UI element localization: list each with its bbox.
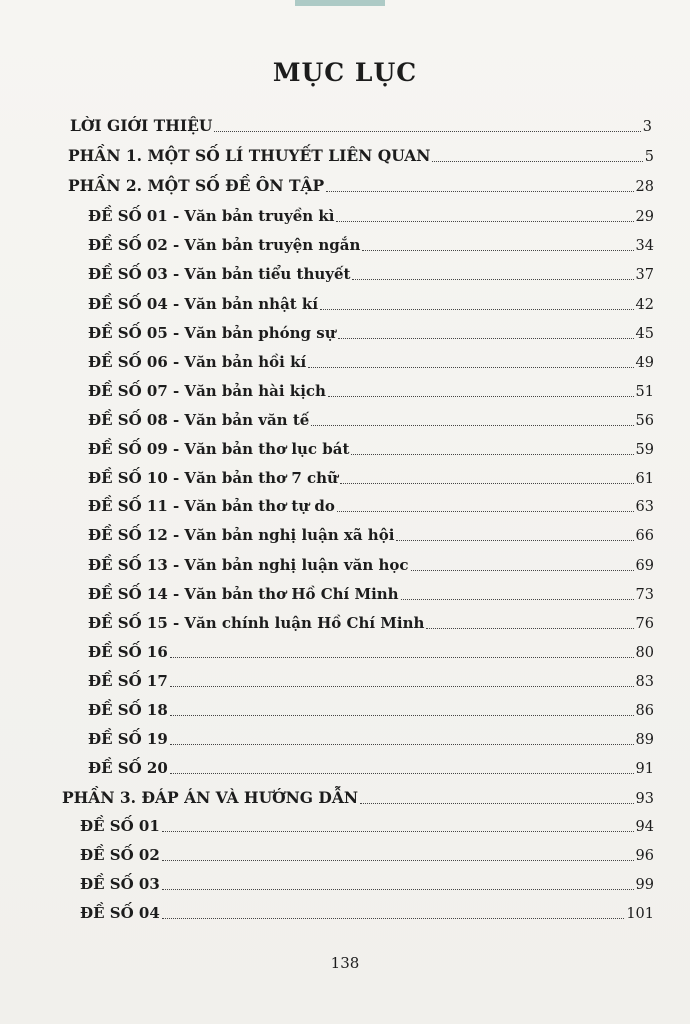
toc-label: ĐỀ SỐ 13 - Văn bản nghị luận văn học [88, 556, 409, 574]
toc-row [88, 556, 654, 574]
toc-page-number: 69 [635, 558, 654, 574]
toc-page-number: 83 [635, 674, 654, 690]
toc-page-number: 45 [635, 326, 654, 342]
toc-row [88, 730, 654, 748]
toc-label: PHẦN 1. MỘT SỐ LÍ THUYẾT LIÊN QUAN [68, 146, 431, 165]
toc-row [88, 497, 654, 515]
leader-dots [337, 511, 634, 512]
toc-row [88, 759, 654, 777]
toc-row [88, 324, 654, 342]
toc-row [68, 176, 654, 195]
toc-page-number: 49 [635, 355, 654, 371]
leader-dots [162, 860, 634, 861]
toc-label: ĐỀ SỐ 01 - Văn bản truyền kì [88, 207, 335, 225]
toc-row [88, 236, 654, 254]
leader-dots [170, 744, 634, 745]
toc-row [80, 817, 654, 835]
toc-page-number: 29 [635, 209, 654, 225]
leader-dots [162, 889, 634, 890]
leader-dots [401, 599, 634, 600]
toc-page-number: 94 [635, 819, 654, 835]
toc-row [80, 846, 654, 864]
leader-dots [328, 396, 634, 397]
toc-page-number: 63 [635, 499, 654, 515]
leader-dots [320, 309, 634, 310]
leader-dots [170, 657, 634, 658]
toc-label: ĐỀ SỐ 18 [88, 701, 168, 719]
leader-dots [308, 367, 633, 368]
leader-dots [170, 715, 634, 716]
leader-dots [326, 191, 633, 192]
toc-page-number: 73 [635, 587, 654, 603]
toc-label: ĐỀ SỐ 02 [80, 846, 160, 864]
toc-row [88, 353, 654, 371]
leader-dots [214, 131, 640, 132]
toc-label: ĐỀ SỐ 07 - Văn bản hài kịch [88, 382, 326, 400]
toc-row [88, 469, 654, 487]
toc-row [88, 382, 654, 400]
toc-row [68, 146, 654, 165]
toc-page-number: 66 [635, 528, 654, 544]
leader-dots [311, 425, 633, 426]
toc-page-number: 101 [626, 906, 654, 922]
toc-label: ĐỀ SỐ 02 - Văn bản truyện ngắn [88, 236, 361, 254]
toc-page-number: 96 [635, 848, 654, 864]
leader-dots [170, 773, 634, 774]
toc-page-number: 61 [635, 471, 654, 487]
toc-label: ĐỀ SỐ 03 - Văn bản tiểu thuyết [88, 265, 351, 283]
toc-row [88, 526, 654, 544]
toc-label: ĐỀ SỐ 14 - Văn bản thơ Hồ Chí Minh [88, 585, 399, 603]
toc-row [80, 875, 654, 893]
toc-label: ĐỀ SỐ 20 [88, 759, 168, 777]
leader-dots [170, 686, 634, 687]
toc-page-number: 34 [635, 238, 654, 254]
toc-page-number: 5 [644, 149, 654, 165]
toc-row [88, 614, 654, 632]
toc-page-number: 89 [635, 732, 654, 748]
toc-page-number: 56 [635, 413, 654, 429]
leader-dots [360, 803, 634, 804]
leader-dots [336, 221, 633, 222]
toc-page-number: 51 [635, 384, 654, 400]
leader-dots [340, 483, 634, 484]
toc-row [70, 116, 652, 135]
toc-label: ĐỀ SỐ 01 [80, 817, 160, 835]
leader-dots [396, 540, 633, 541]
leader-dots [351, 454, 633, 455]
toc-label: LỜI GIỚI THIỆU [70, 116, 213, 135]
toc-page-number: 42 [635, 297, 654, 313]
leader-dots [338, 338, 634, 339]
toc-page-number: 91 [635, 761, 654, 777]
toc-label: ĐỀ SỐ 16 [88, 643, 168, 661]
toc-label: ĐỀ SỐ 15 - Văn chính luận Hồ Chí Minh [88, 614, 425, 632]
leader-dots [411, 570, 634, 571]
toc-page-number: 37 [635, 267, 654, 283]
toc-row [88, 295, 654, 313]
toc-page-number: 86 [635, 703, 654, 719]
page-title: MỤC LỤC [272, 58, 418, 87]
toc-row [88, 643, 654, 661]
toc-page-number: 80 [635, 645, 654, 661]
toc-row [88, 672, 654, 690]
toc-label: ĐỀ SỐ 12 - Văn bản nghị luận xã hội [88, 526, 395, 544]
toc-row [88, 585, 654, 603]
toc-page-number: 93 [635, 791, 654, 807]
toc-row [88, 411, 654, 429]
toc-row [62, 788, 654, 807]
page-number: 138 [330, 954, 360, 972]
toc-row [88, 207, 654, 225]
toc-label: PHẦN 3. ĐÁP ÁN VÀ HƯỚNG DẪN [62, 788, 359, 807]
toc-row [88, 701, 654, 719]
toc-label: ĐỀ SỐ 19 [88, 730, 168, 748]
toc-label: ĐỀ SỐ 09 - Văn bản thơ lục bát [88, 440, 350, 458]
toc-row [88, 440, 654, 458]
toc-label: ĐỀ SỐ 17 [88, 672, 168, 690]
leader-dots [162, 918, 625, 919]
toc-page-number: 28 [635, 179, 654, 195]
toc-page-number: 3 [642, 119, 652, 135]
toc-row [80, 904, 654, 922]
toc-label: ĐỀ SỐ 04 [80, 904, 160, 922]
leader-dots [162, 831, 634, 832]
leader-dots [432, 161, 642, 162]
toc-label: ĐỀ SỐ 11 - Văn bản thơ tự do [88, 497, 335, 515]
toc-label: ĐỀ SỐ 05 - Văn bản phóng sự [88, 324, 336, 342]
leader-dots [362, 250, 633, 251]
toc-page-number: 59 [635, 442, 654, 458]
toc-label: ĐỀ SỐ 04 - Văn bản nhật kí [88, 295, 319, 313]
toc-label: ĐỀ SỐ 10 - Văn bản thơ 7 chữ [88, 469, 338, 487]
toc-page-number: 76 [635, 616, 654, 632]
toc-row [88, 265, 654, 283]
toc-label: ĐỀ SỐ 08 - Văn bản văn tế [88, 411, 310, 429]
toc-label: PHẦN 2. MỘT SỐ ĐỀ ÔN TẬP [68, 176, 325, 195]
leader-dots [426, 628, 633, 629]
toc-label: ĐỀ SỐ 03 [80, 875, 160, 893]
leader-dots [352, 279, 633, 280]
toc-label: ĐỀ SỐ 06 - Văn bản hồi kí [88, 353, 307, 371]
toc-page-number: 99 [635, 877, 654, 893]
